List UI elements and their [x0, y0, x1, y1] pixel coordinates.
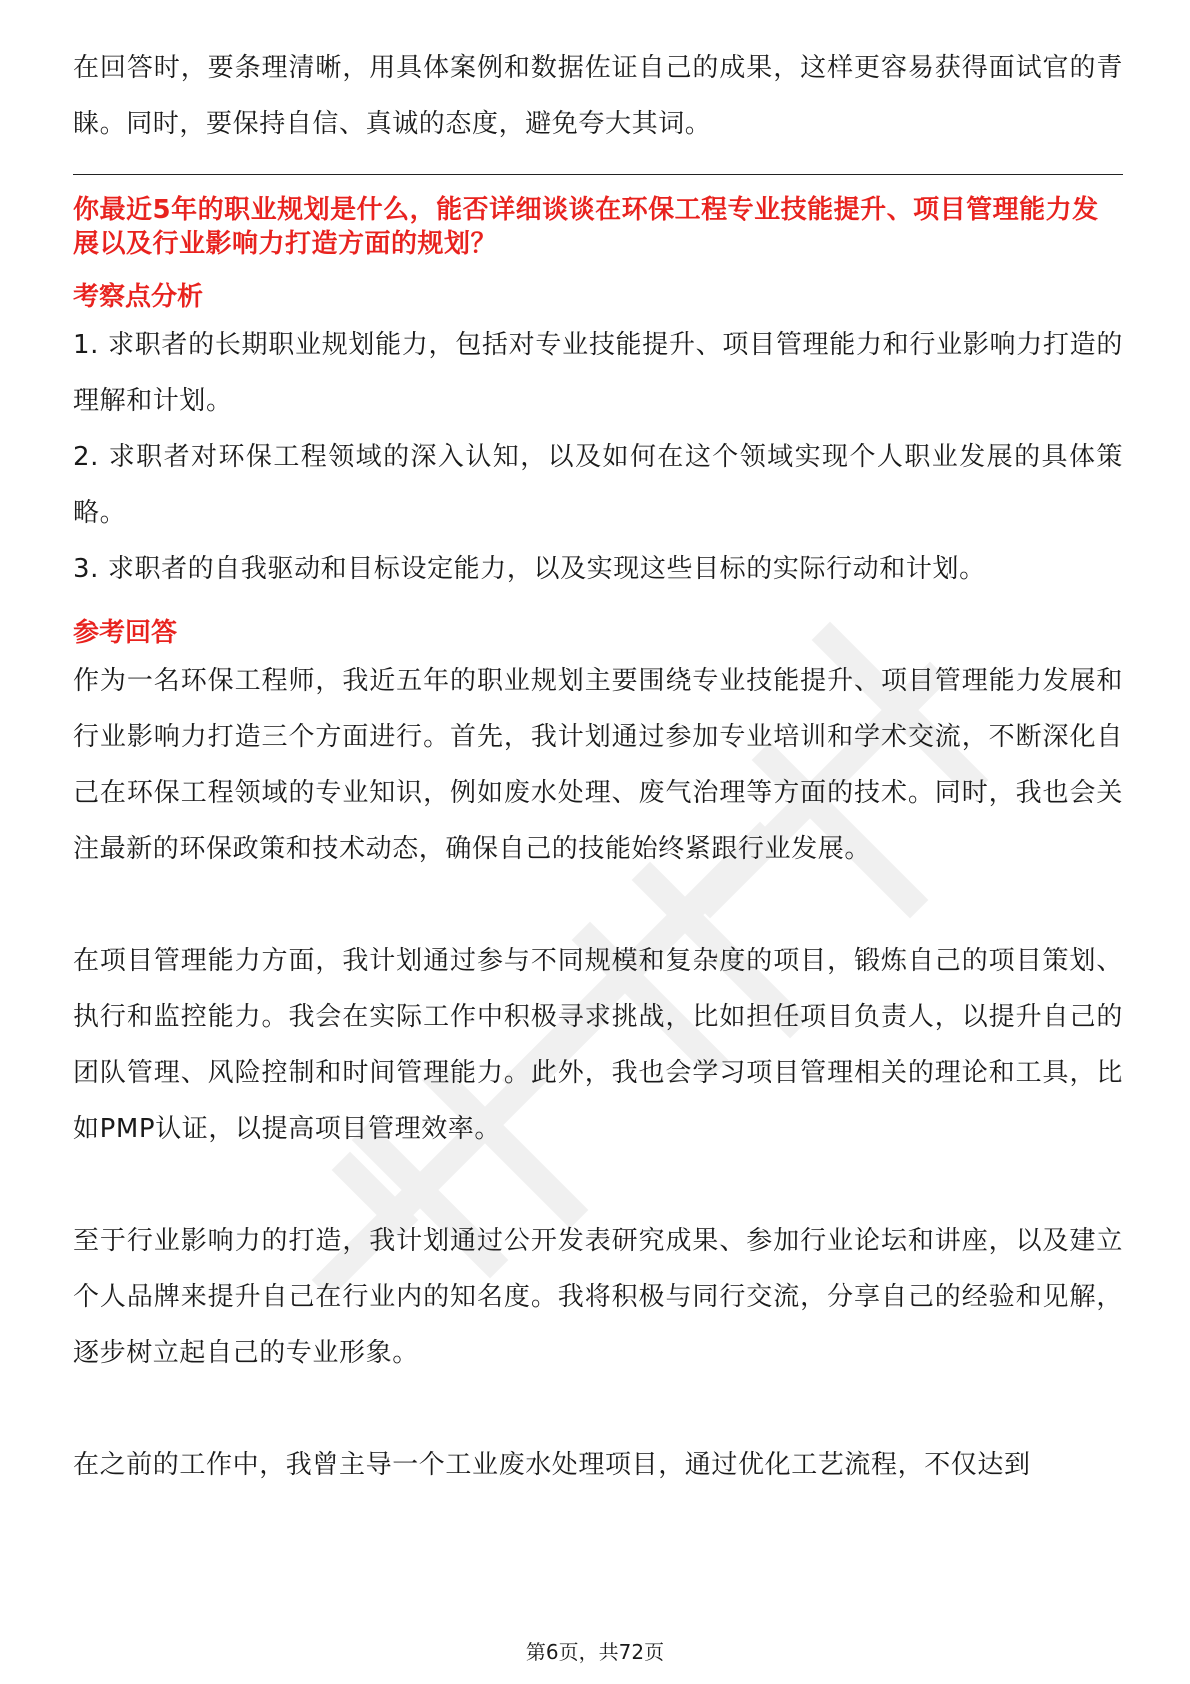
answer-paragraph: 作为一名环保工程师，我近五年的职业规划主要围绕专业技能提升、项目管理能力发展和行业影响力打造三个方面进行。首先，我计划通过参加专业培训和学术交流，不断深化自己在环保工程领域的专业知识，例如废水处理、废气治理等方面的技术。同时，我也会关注最新的环保政策和技术动态，确保自己的技能始终紧跟行业发展。	[73, 666, 1123, 864]
answer-heading: 参考回答	[73, 618, 178, 648]
paragraph-spacer	[73, 1381, 1123, 1437]
analysis-item: 2. 求职者对环保工程领域的深入认知，以及如何在这个领域实现个人职业发展的具体策略。	[73, 442, 1123, 528]
document-page	[73, 40, 1123, 1493]
answer-paragraph: 在项目管理能力方面，我计划通过参与不同规模和复杂度的项目，锻炼自己的项目策划、执行和监控能力。我会在实际工作中积极寻求挑战，比如担任项目负责人，以提升自己的团队管理、风险控制和时间管理能力。此外，我也会学习项目管理相关的理论和工具，比如PMP认证，以提高项目管理效率。	[73, 946, 1123, 1144]
paragraph-spacer	[73, 1157, 1123, 1213]
analysis-heading: 考察点分析	[73, 282, 204, 312]
analysis-item: 3. 求职者的自我驱动和目标设定能力，以及实现这些目标的实际行动和计划。	[73, 554, 986, 584]
answer-paragraph: 至于行业影响力的打造，我计划通过公开发表研究成果、参加行业论坛和讲座，以及建立个人品牌来提升自己在行业内的知名度。我将积极与同行交流，分享自己的经验和见解，逐步树立起自己的专业形象。	[73, 1226, 1123, 1368]
question-title: 你最近5年的职业规划是什么，能否详细谈谈在环保工程专业技能提升、项目管理能力发展以及行业影响力打造方面的规划？	[73, 195, 1099, 259]
intro-paragraph: 在回答时，要条理清晰，用具体案例和数据佐证自己的成果，这样更容易获得面试官的青睐。同时，要保持自信、真诚的态度，避免夸大其词。	[73, 53, 1123, 139]
answer-paragraph: 在之前的工作中，我曾主导一个工业废水处理项目，通过优化工艺流程，不仅达到	[73, 1450, 1031, 1480]
section-divider	[73, 174, 1123, 175]
analysis-item: 1. 求职者的长期职业规划能力，包括对专业技能提升、项目管理能力和行业影响力打造的理解和计划。	[73, 330, 1123, 416]
paragraph-spacer	[73, 877, 1123, 933]
page-number: 第6页，共72页	[525, 1640, 665, 1664]
